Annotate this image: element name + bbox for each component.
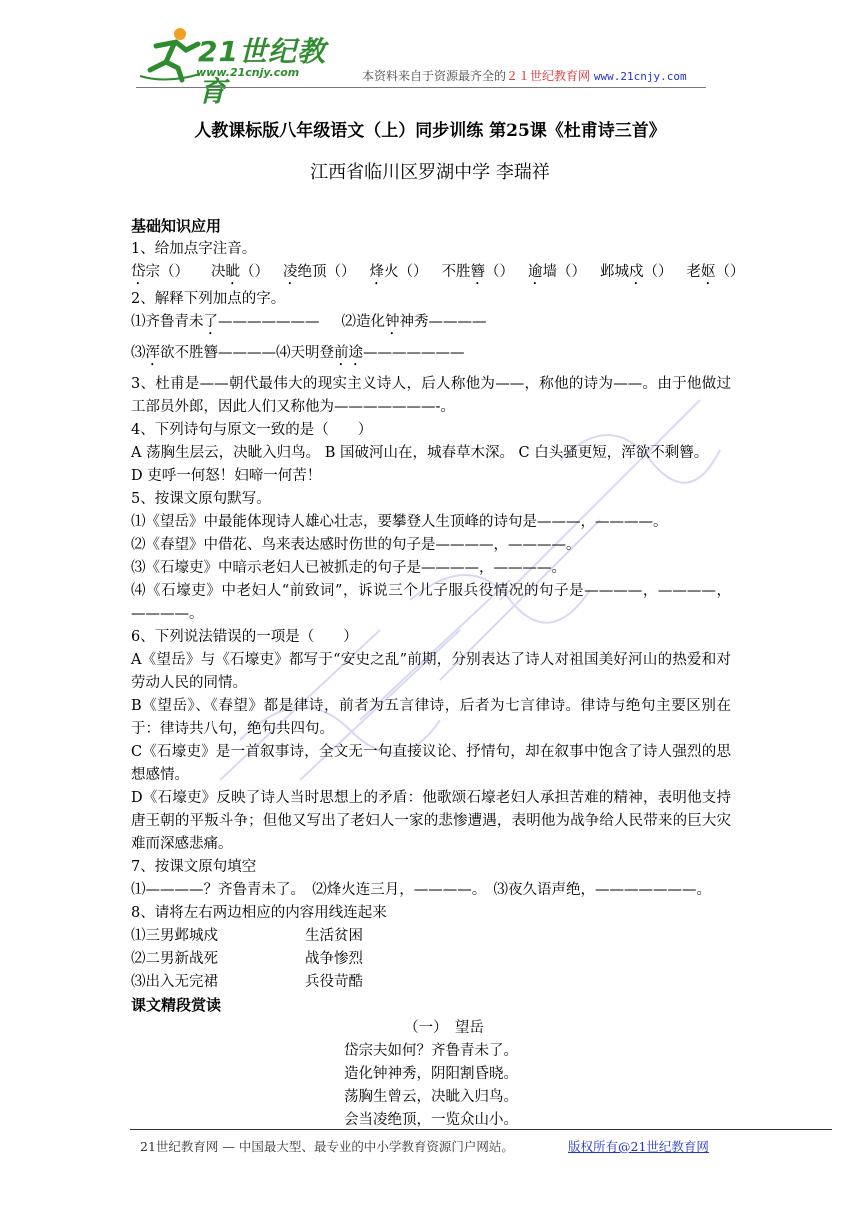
q2-row-2: ⑶浑欲不胜簪————⑷天明登前途——————— (131, 345, 465, 361)
q6-option-d: D《石壕吏》反映了诗人当时思想上的矛盾：他歌颂石壕老妇人承担苦难的精神，表明他支持唐王朝的平叛斗争；但他又写出了老妇人一家的悲惨遭遇，表明他为战争给人民带来的巨大灾难而深感悲痛。 (131, 790, 731, 852)
section-heading-basic: 基础知识应用 (131, 217, 222, 235)
q1-item: 老妪（） (686, 264, 745, 280)
q7-blanks: ⑴————？齐鲁青未了。 ⑵烽火连三月，————。 ⑶夜久语声绝，———————。 (131, 882, 711, 898)
q6-option-a: A《望岳》与《石壕吏》都写于“安史之乱”前期，分别表达了诗人对祖国美好河山的热爱和对劳动人民的同情。 (131, 652, 731, 691)
q8-row (131, 925, 731, 948)
source-site-link[interactable]: ２１世纪教育网 (506, 69, 591, 83)
exercise-content (131, 215, 745, 1132)
q2-stem: 2、解释下列加点的字。 (131, 291, 286, 307)
source-prefix: 本资料来自于资源最齐全的 (362, 69, 507, 83)
logo-url: www.21cnjy.com (196, 66, 300, 79)
header-divider (136, 87, 706, 88)
poem-line: 会当凌绝顶，一览众山小。 (344, 1112, 518, 1128)
q1-item: 凌绝顶（） (283, 264, 356, 280)
poem-title: （一） 望岳 (404, 1020, 484, 1036)
q8-right: 生活贫困 (305, 928, 363, 944)
q1-item: 逾墙（） (528, 264, 586, 280)
q6-option-b: B《望岳》、《春望》都是律诗，前者为五言律诗，后者为七言律诗。律诗与绝句主要区别在于：律诗共八句，绝句共四句。 (131, 698, 731, 737)
q5-item-d: ⑷《石壕吏》中老妇人“前致词”，诉说三个儿子服兵役情况的句子是————，————，————。 (131, 583, 731, 622)
q4-options-1: A 荡胸生层云，决眦入归鸟。 B 国破河山在，城春草木深。 C 白头骚更短，浑欲不剩簪。 (131, 445, 709, 461)
q3: 3、杜甫是——朝代最伟大的现实主义诗人，后人称他为——，称他的诗为——。由于他做过工部员外郎，因此人们又称他为———————-。 (131, 376, 731, 415)
header-source (362, 67, 687, 84)
section-heading-reading: 课文精段赏读 (131, 996, 222, 1014)
q8-right: 战争惨烈 (305, 951, 363, 967)
footer-divider (130, 1129, 832, 1130)
q8-row (131, 948, 731, 971)
q2-item-a: ⑴齐鲁青未了——————— (131, 314, 320, 330)
q5-item-c: ⑶《石壕吏》中暗示老妇人已被抓走的句子是————，————。 (131, 560, 566, 576)
logo-text: 21世纪教育 (198, 35, 326, 108)
logo (136, 24, 336, 108)
copyright-link[interactable]: 版权所有@21世纪教育网 (568, 1139, 709, 1154)
poem (131, 1017, 731, 1132)
q1-item: 岱宗（） (131, 264, 189, 280)
q1-item: 不胜簪（） (441, 264, 514, 280)
q1-item: 决眦（） (211, 264, 269, 280)
q8-left: ⑶出入无完裙 (131, 974, 218, 990)
q8-row (131, 971, 731, 994)
q8-stem: 8、请将左右两边相应的内容用线连起来 (131, 905, 387, 921)
q1-item: 邺城戍（） (600, 264, 673, 280)
poem-line: 岱宗夫如何？齐鲁青未了。 (344, 1043, 518, 1059)
page-title: 人教课标版八年级语文（上）同步训练 第25课《杜甫诗三首》 (194, 121, 666, 141)
q4-stem: 4、下列诗句与原文一致的是（ ） (131, 422, 373, 438)
poem-line: 荡胸生曾云，决眦入归鸟。 (344, 1089, 518, 1105)
q5-item-b: ⑵《春望》中借花、鸟来表达感时伤世的句子是————，————。 (131, 537, 581, 553)
source-url-link[interactable]: www.21cnjy.com (593, 70, 687, 83)
q6-option-c: C《石壕吏》是一首叙事诗，全文无一句直接议论、抒情句，却在叙事中饱含了诗人强烈的思想感情。 (131, 744, 731, 783)
q5-item-a: ⑴《望岳》中最能体现诗人雄心壮志，要攀登人生顶峰的诗句是———，————。 (131, 514, 668, 530)
q2-item-b: ⑵造化钟神秀———— (341, 314, 487, 330)
author-line: 江西省临川区罗湖中学 李瑞祥 (310, 162, 550, 183)
q1-items (131, 261, 745, 288)
q4-options-2: D 吏呼一何怒！妇啼一何苦！ (131, 468, 322, 484)
poem-line: 造化钟神秀，阴阳割昏晓。 (344, 1066, 518, 1082)
q6-stem: 6、下列说法错误的一项是（ ） (131, 629, 358, 645)
footer-text: 21世纪教育网 — 中国最大型、最专业的中小学教育资源门户网站。 (140, 1139, 514, 1154)
q1-stem: 1、给加点字注音。 (131, 241, 257, 257)
q1-item: 烽火（） (369, 264, 428, 280)
q8-left: ⑵二男新战死 (131, 951, 218, 967)
q7-stem: 7、按课文原句填空 (131, 859, 257, 875)
q5-stem: 5、按课文原句默写。 (131, 491, 271, 507)
q2-row-1 (131, 311, 731, 338)
q8-right: 兵役苛酷 (305, 974, 363, 990)
footer (140, 1137, 709, 1155)
q8-left: ⑴三男邺城戍 (131, 928, 218, 944)
